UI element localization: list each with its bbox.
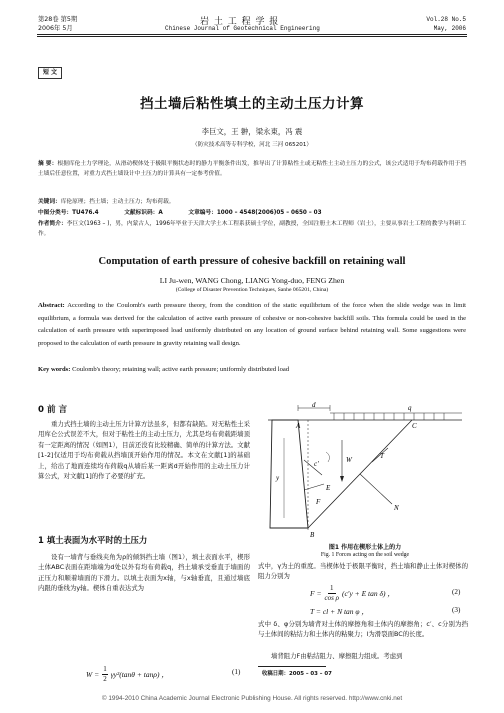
author-bio-text: 李巨文(1963 – )，男，内蒙古人，1996年毕业于天津大学土木工程系获硕士学位，副教授，全国注册土木工程师（岩土），主要从事岩土工程的教学与科研工作。 bbox=[38, 221, 467, 237]
abstract-en-label: Abstract: bbox=[38, 302, 65, 309]
section1-heading: 1 填土表面为水平时的土压力 bbox=[38, 535, 148, 545]
eq2-frac-num: 1 bbox=[330, 583, 334, 592]
eq3-number: (3) bbox=[452, 606, 461, 614]
right-text-2: 式中 δ、φ分别为墙背对土体的摩擦角和土体内的摩擦角；c′、c分别为挡与土体间的粘结力和土体内的粘聚力；l为滑裂面BC的长度。 bbox=[258, 620, 468, 639]
article-number: 文章编号：1000 – 4548(2006)05 – 0650 – 03 bbox=[188, 210, 322, 216]
header-journal-cn: 岩 土 工 程 学 报 bbox=[200, 17, 280, 27]
title-cn: 挡土墙后粘性填土的主动土压力计算 bbox=[140, 96, 364, 112]
label-N: N bbox=[394, 504, 399, 512]
header-rule-thin bbox=[37, 36, 467, 37]
label-c: c' bbox=[314, 460, 319, 468]
abstract-en bbox=[38, 300, 466, 350]
eq2-lhs: F = bbox=[310, 588, 322, 598]
section-badge: 短 文 bbox=[38, 67, 62, 79]
label-y: y bbox=[276, 474, 280, 482]
classification-line bbox=[38, 209, 466, 219]
label-d: d bbox=[312, 401, 316, 409]
figure-1 bbox=[262, 400, 468, 540]
document-code: 文献标识码：A bbox=[124, 210, 163, 216]
keywords-cn-label: 关键词： bbox=[38, 199, 61, 205]
eq2-rhs: (c′y + E tan δ) ， bbox=[341, 588, 395, 598]
footnote-rule bbox=[258, 666, 326, 667]
authors-cn: 李巨文，王 翀，梁永東，冯 震 bbox=[201, 127, 303, 136]
keywords-en bbox=[38, 365, 466, 375]
label-B: B bbox=[310, 531, 315, 539]
right-text-1: 式中，γ为土的重度。当楔体处于极限平衡时，挡土墙和静止土体对楔体的阻力分别为 bbox=[258, 562, 468, 581]
header-volume-en: Vol.28 No.5 bbox=[426, 16, 466, 23]
author-bio bbox=[38, 220, 466, 239]
eq1-rhs: γy²(tanθ + tanρ) ， bbox=[110, 669, 169, 679]
section1-paragraph: 设有一墙背与垂线夹角为ρ的倾斜挡土墙（图1），填土表面水平，楔形土体ABC表面在距墙端为d处以外有均布荷载q，挡土墙承受垂直于墙面的正压力和顺着墙面的下滑力。以填土表面为x轴，与x轴垂直，且通过墙底内跟的垂线为y轴。楔体自重表达式为 bbox=[38, 553, 250, 593]
section0-paragraph: 重力式挡土墙的主动土压力计算方法虽多，但都有缺陷。对无粘性土采用库仑公式误差不大，但对于粘性土的主动土压力，尤其是均布荷载距墙顶有一定距离的情况（如图1），目前还没有比较精确、简单的计算方法。文献[1-2]仅适用于均布荷载从挡墙顶开始作用的情况。本文在文献[1]的基础上，给出了地面连续均布荷载q从墙后某一距离d开始作用的主动土压力计算公式，对文献[1]的作了必要的扩充。 bbox=[38, 420, 250, 481]
eq2-frac-den: cos ρ bbox=[324, 593, 339, 602]
header-volume-cn: 第28卷 第5期 bbox=[38, 16, 78, 23]
forces-diagram bbox=[262, 400, 468, 540]
author-bio-label: 作者简介： bbox=[38, 221, 67, 227]
figure-caption-en: Fig. 1 Forces acting on the soil wedge bbox=[320, 552, 410, 558]
copyright-footer: © 1994-2010 China Academic Journal Electronic Publishing House. All rights reserved. http://www.cnki.net bbox=[101, 695, 403, 702]
label-q: q bbox=[408, 404, 412, 412]
eq1-lhs: W = bbox=[86, 669, 100, 679]
equation-2 bbox=[310, 582, 395, 604]
keywords-en-label: Key words: bbox=[38, 366, 71, 373]
label-A: A bbox=[296, 422, 301, 430]
title-en: Computation of earth pressure of cohesive backfill on retaining wall bbox=[98, 256, 406, 267]
right-text-3: 墙背阻力F由粘结阻力、摩擦阻力组成。考虑到 bbox=[271, 652, 403, 660]
abstract-en-text: According to the Coulomb's earth pressure theory, from the condition of the static equilibrium of the force when the slide wedge was in limit equilibrium, a formula was derived for the calculation of active earth pressure of cohesive or non-cohesive backfill soils. This formula could be used in the calculation of earth pressure with superimposed load uniformly distributed on any location of ground surface behind retaining wall. Some suggestions were proposed to the calculation of earth pressure in gravity retaining wall design. bbox=[38, 302, 466, 347]
authors-en: LI Ju-wen, WANG Chong, LIANG Yong-duo, FENG Zhen bbox=[159, 276, 345, 285]
label-C: C bbox=[412, 422, 417, 430]
equation-1: W = $\frac{1}{2}$ γy²(tanθ + tanρ) ， bbox=[86, 664, 169, 683]
label-E: E bbox=[326, 484, 331, 492]
header-date-en: May, 2006 bbox=[433, 25, 466, 32]
label-T: T bbox=[380, 452, 384, 460]
affiliation-en: (College of Disaster Prevention Techniques, Sanhe 065201, China) bbox=[175, 287, 329, 293]
header-rule bbox=[37, 34, 467, 35]
abstract-cn-label: 摘 要： bbox=[38, 161, 58, 167]
section0-heading: 0 前 言 bbox=[38, 405, 68, 415]
affiliation-cn: （防灾技术高等专科学校，河北 三河 065201） bbox=[191, 142, 312, 148]
received-date: 收稿日期：2005 – 03 – 07 bbox=[262, 671, 332, 677]
abstract-cn bbox=[38, 160, 466, 179]
eq2-number: (2) bbox=[452, 588, 461, 596]
figure-caption-cn: 图1 作用在楔形土体上的力 bbox=[328, 544, 402, 551]
header-journal-en: Chinese Journal of Geotechnical Engineering bbox=[165, 25, 320, 32]
label-F: F bbox=[316, 498, 321, 506]
keywords-cn-text: 库伦原理；挡土墙；主动土压力；均布荷载。 bbox=[60, 199, 175, 205]
label-W: W bbox=[346, 456, 352, 464]
equation-3: T = cl + N tan φ ， bbox=[310, 607, 369, 616]
header-year-cn: 2006年 5月 bbox=[38, 25, 73, 32]
keywords-cn bbox=[38, 198, 466, 208]
clc-number: 中图分类号：TU476.4 bbox=[38, 210, 99, 216]
keywords-en-text: Coulomb's theory; retaining wall; active earth pressure; uniformly distributed load bbox=[72, 366, 290, 373]
eq1-number: (1) bbox=[232, 668, 241, 676]
abstract-cn-text: 根据库伦土力学理论，从滑动楔体处于极限平衡状态时的静力平衡条件出发，推导出了计算粘性土或无粘性土主动土压力的公式，该公式适用于均布荷载作用于挡土墙后任意位置，对重力式挡土墙设计中土压力的计算具有一定参考价值。 bbox=[38, 161, 467, 177]
